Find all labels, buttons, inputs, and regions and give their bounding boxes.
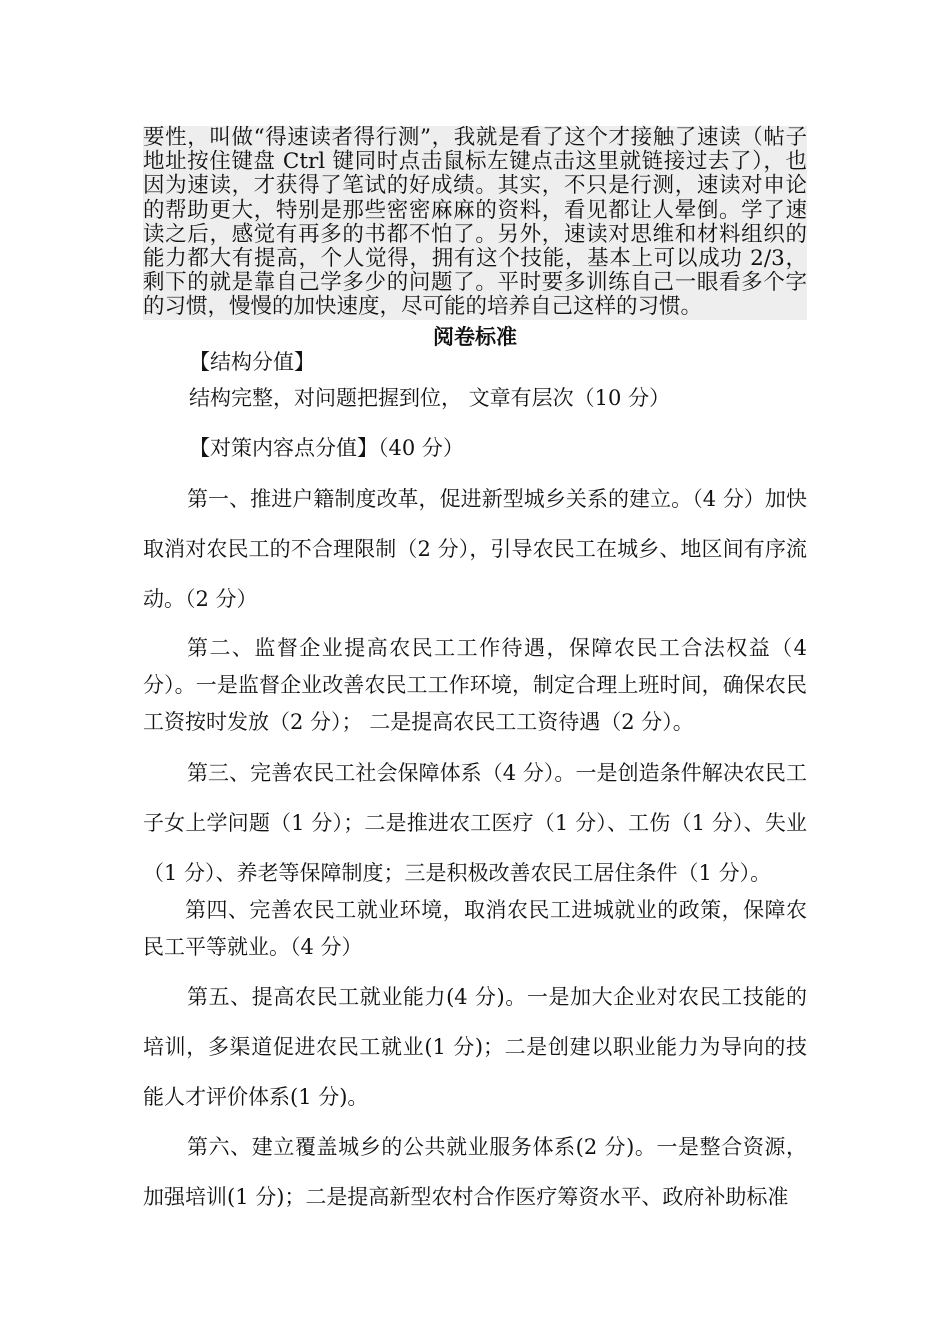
structure-heading: 【结构分值】 — [189, 350, 315, 374]
structure-text: 结构完整，对问题把握到位， 文章有层次（10 分） — [189, 386, 671, 410]
item-2: 第二、监督企业提高农民工工作待遇，保障农民工合法权益（4 分）。一是监督企业改善农民工工作环境，制定合理上班时间，确保农民工资按时发放（2 分）； 二是提高农民工工资待遇（2 分）。 — [143, 636, 807, 734]
item-6: 第六、建立覆盖城乡的公共就业服务体系(2 分)。一是整合资源，加强培训(1 分)；二是提高新型农村合作医疗筹资水平、政府补助标准 — [143, 1135, 807, 1209]
item-1: 第一、推进户籍制度改革，促进新型城乡关系的建立。（4 分）加快取消对农民工的不合理限制（2 分），引导农民工在城乡、地区间有序流动。（2 分） — [143, 487, 807, 611]
item-5: 第五、提高农民工就业能力(4 分)。一是加大企业对农民工技能的培训，多渠道促进农民工就业(1 分)；二是创建以职业能力为导向的技能人才评价体系(1 分)。 — [143, 985, 807, 1109]
intro-passage — [143, 126, 807, 320]
item-3: 第三、完善农民工社会保障体系（4 分）。一是创造条件解决农民工子女上学问题（1 分）；二是推进农工医疗（1 分）、工伤（1 分）、失业（1 分）、养老等保障制度；三是积极改善农民工居住条件（1 分）。 — [143, 761, 807, 885]
intro-text: 要性，叫做“得速读者得行测”，我就是看了这个才接触了速读（帖子地址按住键盘 Ctrl 键同时点击鼠标左键点击这里就链接过去了），也因为速读，才获得了笔试的好成绩。其实，不只是行测，速读对申论的帮助更大，特别是那些密密麻麻的资料，看见都让人晕倒。学了速读之后，感觉有再多的书都不怕了。另外，速读对思维和材料组织的能力都大有提高，个人觉得，拥有这个技能，基本上可以成功 2/3，剩下的就是靠自己学多少的问题了。平时要多训练自己一眼看多个字的习惯，慢慢的加快速度，尽可能的培养自己这样的习惯。 — [143, 125, 807, 320]
item-4: 第四、完善农民工就业环境，取消农民工进城就业的政策，保障农民工平等就业。（4 分） — [143, 898, 807, 959]
content-heading: 【对策内容点分值】（40 分） — [189, 436, 464, 460]
section-title: 阅卷标准 — [433, 324, 517, 349]
